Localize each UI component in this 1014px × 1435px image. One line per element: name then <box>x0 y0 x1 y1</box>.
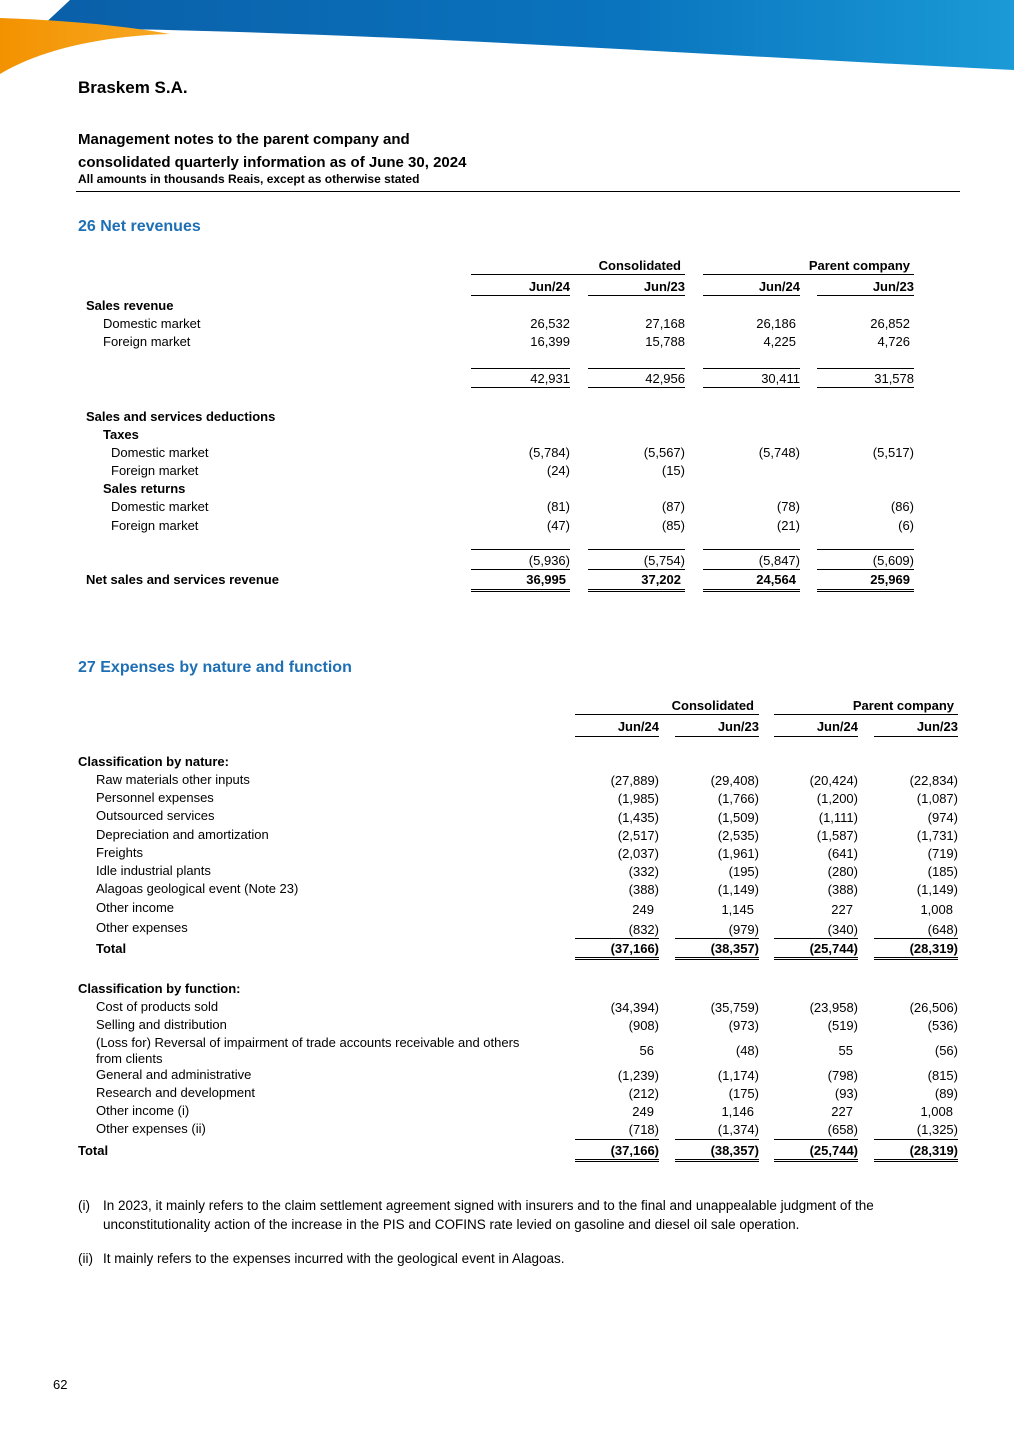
footnote-ii <box>78 1249 978 1269</box>
cell-value: (536) <box>927 1018 958 1033</box>
column-header: Jun/23 <box>717 719 759 734</box>
cell-value: (23,958) <box>809 1000 858 1015</box>
footnote-mark: (i) <box>78 1198 90 1213</box>
cell-value: 26,852 <box>870 316 910 331</box>
column-header: Jun/24 <box>758 279 800 294</box>
cell-value: (1,766) <box>717 791 759 806</box>
cell-value: (93) <box>834 1086 858 1101</box>
cell-value: (27,889) <box>610 773 659 788</box>
cell-value: (280) <box>827 864 858 879</box>
subtotal-rule <box>575 1139 659 1140</box>
cell-value: (89) <box>934 1086 958 1101</box>
cell-value: (212) <box>628 1086 659 1101</box>
cell-value: (1,174) <box>717 1068 759 1083</box>
cell-value: 56 <box>639 1043 654 1058</box>
cell-value: 249 <box>632 1104 654 1119</box>
cell-value: (641) <box>827 846 858 861</box>
row-label-continued: from clients <box>96 1051 163 1066</box>
cell-value: 227 <box>831 1104 853 1119</box>
cell-value: 227 <box>831 902 853 917</box>
cell-value: (185) <box>927 864 958 879</box>
total-double-rule <box>874 957 958 960</box>
header-rule <box>471 295 570 296</box>
cell-value: 1,008 <box>920 1104 953 1119</box>
subtotal-rule <box>575 938 659 939</box>
header-rule <box>76 191 960 192</box>
total-value: (37,166) <box>610 941 659 956</box>
cell-value: (648) <box>927 922 958 937</box>
subtotal-rule <box>817 387 914 388</box>
total-value: (25,744) <box>809 1143 858 1158</box>
cell-value: (1,985) <box>617 791 659 806</box>
subtotal-value: 42,956 <box>645 371 685 386</box>
cell-value: (24) <box>546 463 570 478</box>
total-value: (38,357) <box>710 941 759 956</box>
cell-value: (34,394) <box>610 1000 659 1015</box>
row-label: Other expenses <box>96 920 188 935</box>
total-double-rule <box>675 957 759 960</box>
document-subtitle: All amounts in thousands Reais, except as otherwise stated <box>78 172 420 186</box>
cell-value: (56) <box>934 1043 958 1058</box>
row-label: Depreciation and amortization <box>96 827 269 842</box>
cell-value: (388) <box>628 882 659 897</box>
cell-value: 16,399 <box>530 334 570 349</box>
total-value: (38,357) <box>710 1143 759 1158</box>
classification-nature-label: Classification by nature: <box>78 754 229 769</box>
cell-value: (48) <box>735 1043 759 1058</box>
cell-value: (1,961) <box>717 846 759 861</box>
subtotal-rule <box>675 938 759 939</box>
subtotal-rule <box>874 1139 958 1140</box>
cell-value: (81) <box>546 499 570 514</box>
column-header: Jun/23 <box>872 279 914 294</box>
cell-value: (5,748) <box>758 445 800 460</box>
total-double-rule <box>874 1159 958 1162</box>
row-label: Freights <box>96 845 143 860</box>
header-rule <box>575 736 659 737</box>
net-revenue-label: Net sales and services revenue <box>86 572 279 587</box>
total-double-rule <box>817 589 914 592</box>
cell-value: (519) <box>827 1018 858 1033</box>
total-double-rule <box>575 1159 659 1162</box>
net-revenue-value: 25,969 <box>870 572 910 587</box>
cell-value: (973) <box>728 1018 759 1033</box>
subtotal-rule <box>774 938 858 939</box>
subtotal-rule <box>471 387 570 388</box>
cell-value: (5,567) <box>643 445 685 460</box>
cell-value: (979) <box>728 922 759 937</box>
cell-value: (195) <box>728 864 759 879</box>
group-header-parent: Parent company <box>808 258 910 273</box>
cell-value: (21) <box>776 518 800 533</box>
row-label: Outsourced services <box>96 808 215 823</box>
subtotal-rule <box>703 549 800 550</box>
header-rule <box>675 736 759 737</box>
subtotal-value: (5,936) <box>528 553 570 568</box>
column-header: Jun/23 <box>643 279 685 294</box>
subtotal-rule <box>817 569 914 570</box>
footnote-text: It mainly refers to the expenses incurred with the geological event in Alagoas. <box>103 1251 565 1266</box>
row-label: Idle industrial plants <box>96 863 211 878</box>
subtotal-rule <box>588 549 685 550</box>
cell-value: 55 <box>838 1043 853 1058</box>
cell-value: (658) <box>827 1122 858 1137</box>
column-header: Jun/24 <box>816 719 858 734</box>
row-label: Sales returns <box>103 481 186 496</box>
row-label: Domestic market <box>103 316 201 331</box>
row-label: Other income (i) <box>96 1103 190 1118</box>
row-label: Selling and distribution <box>96 1017 227 1032</box>
column-header: Jun/24 <box>617 719 659 734</box>
subtotal-rule <box>588 387 685 388</box>
row-label: Alagoas geological event (Note 23) <box>96 881 299 896</box>
subtotal-value: 31,578 <box>874 371 914 386</box>
cell-value: (87) <box>661 499 685 514</box>
cell-value: (1,149) <box>717 882 759 897</box>
subtotal-value: (5,609) <box>872 553 914 568</box>
header-rule <box>874 736 958 737</box>
row-label: Taxes <box>103 427 139 442</box>
cell-value: 27,168 <box>645 316 685 331</box>
cell-value: (798) <box>827 1068 858 1083</box>
subtotal-value: 30,411 <box>761 371 800 386</box>
subtotal-rule <box>703 569 800 570</box>
group-rule <box>471 274 685 275</box>
net-revenue-value: 24,564 <box>756 572 796 587</box>
cell-value: (815) <box>927 1068 958 1083</box>
cell-value: (1,149) <box>916 882 958 897</box>
row-label: Foreign market <box>111 463 199 478</box>
row-label: Foreign market <box>103 334 191 349</box>
section-26-title: 26 Net revenues <box>78 218 201 235</box>
row-label: Raw materials other inputs <box>96 772 250 787</box>
document-title <box>78 128 466 174</box>
company-name: Braskem S.A. <box>78 78 188 97</box>
row-label: Domestic market <box>111 499 209 514</box>
total-value: (37,166) <box>610 1143 659 1158</box>
group-rule <box>774 714 958 715</box>
subtotal-value: (5,847) <box>758 553 800 568</box>
cell-value: (1,509) <box>717 810 759 825</box>
cell-value: (2,517) <box>617 828 659 843</box>
total-value: (28,319) <box>909 941 958 956</box>
group-header-consolidated: Consolidated <box>671 698 754 713</box>
group-header-consolidated: Consolidated <box>598 258 681 273</box>
row-label: Other expenses (ii) <box>96 1121 206 1136</box>
row-label: Sales and services deductions <box>86 409 276 424</box>
net-revenue-value: 36,995 <box>526 572 566 587</box>
page-number: 62 <box>53 1377 68 1392</box>
header-banner <box>0 0 1014 80</box>
document-title-line1: Management notes to the parent company and <box>78 131 410 148</box>
header-rule <box>588 295 685 296</box>
subtotal-rule <box>774 1139 858 1140</box>
total-value: (28,319) <box>909 1143 958 1158</box>
subtotal-rule <box>874 938 958 939</box>
cell-value: 1,145 <box>721 902 754 917</box>
subtotal-rule <box>471 569 570 570</box>
header-rule <box>817 295 914 296</box>
cell-value: 1,146 <box>721 1104 754 1119</box>
row-label: Other income <box>96 900 175 915</box>
cell-value: 26,186 <box>756 316 796 331</box>
classification-function-label: Classification by function: <box>78 981 241 996</box>
total-double-rule <box>588 589 685 592</box>
column-header: Jun/23 <box>916 719 958 734</box>
total-double-rule <box>703 589 800 592</box>
subtotal-rule <box>703 387 800 388</box>
cell-value: (1,200) <box>816 791 858 806</box>
group-rule <box>703 274 914 275</box>
total-double-rule <box>471 589 570 592</box>
cell-value: (388) <box>827 882 858 897</box>
section-27-title: 27 Expenses by nature and function <box>78 659 352 676</box>
cell-value: (29,408) <box>710 773 759 788</box>
cell-value: (2,535) <box>717 828 759 843</box>
cell-value: (1,587) <box>816 828 858 843</box>
row-label: Sales revenue <box>86 298 174 313</box>
row-label: Research and development <box>96 1085 255 1100</box>
cell-value: (2,037) <box>617 846 659 861</box>
cell-value: (1,731) <box>916 828 958 843</box>
subtotal-rule <box>817 368 914 369</box>
footnote-i <box>78 1196 978 1236</box>
subtotal-value: 42,931 <box>530 371 570 386</box>
row-label: General and administrative <box>96 1067 252 1082</box>
cell-value: 4,726 <box>877 334 910 349</box>
cell-value: (85) <box>661 518 685 533</box>
row-label: Foreign market <box>111 518 199 533</box>
total-double-rule <box>774 1159 858 1162</box>
header-rule <box>774 736 858 737</box>
cell-value: (1,087) <box>916 791 958 806</box>
cell-value: (22,834) <box>909 773 958 788</box>
subtotal-rule <box>675 1139 759 1140</box>
cell-value: (719) <box>927 846 958 861</box>
total-double-rule <box>675 1159 759 1162</box>
cell-value: (1,435) <box>617 810 659 825</box>
cell-value: (832) <box>628 922 659 937</box>
subtotal-rule <box>703 368 800 369</box>
cell-value: (1,111) <box>818 810 858 825</box>
header-rule <box>703 295 800 296</box>
subtotal-rule <box>471 549 570 550</box>
nature-total-label: Total <box>96 941 127 956</box>
footnote-text: In 2023, it mainly refers to the claim settlement agreement signed with insurers and to the final and unappealable judgment of the unconstitutionality action of the increase in the PIS and COFINS rate levied on gasoline and diesel oil sale operation. <box>103 1198 874 1232</box>
cell-value: (5,784) <box>528 445 570 460</box>
cell-value: (47) <box>546 518 570 533</box>
total-double-rule <box>774 957 858 960</box>
cell-value: (1,239) <box>617 1068 659 1083</box>
footnote-mark: (ii) <box>78 1251 93 1266</box>
cell-value: (35,759) <box>710 1000 759 1015</box>
cell-value: (6) <box>898 518 914 533</box>
cell-value: (340) <box>827 922 858 937</box>
total-double-rule <box>575 957 659 960</box>
subtotal-rule <box>588 368 685 369</box>
cell-value: (908) <box>628 1018 659 1033</box>
cell-value: (86) <box>890 499 914 514</box>
cell-value: (175) <box>728 1086 759 1101</box>
cell-value: (718) <box>628 1122 659 1137</box>
cell-value: (332) <box>628 864 659 879</box>
cell-value: (15) <box>661 463 685 478</box>
row-label: Domestic market <box>111 445 209 460</box>
subtotal-rule <box>817 549 914 550</box>
group-header-parent: Parent company <box>852 698 954 713</box>
row-label: (Loss for) Reversal of impairment of trade accounts receivable and others <box>96 1035 520 1050</box>
cell-value: (1,374) <box>717 1122 759 1137</box>
cell-value: 15,788 <box>645 334 685 349</box>
cell-value: 249 <box>632 902 654 917</box>
cell-value: 26,532 <box>530 316 570 331</box>
cell-value: 1,008 <box>920 902 953 917</box>
cell-value: (1,325) <box>916 1122 958 1137</box>
cell-value: (5,517) <box>872 445 914 460</box>
cell-value: (20,424) <box>809 773 858 788</box>
row-label: Cost of products sold <box>96 999 219 1014</box>
function-total-label: Total <box>78 1143 109 1158</box>
cell-value: (78) <box>776 499 800 514</box>
document-title-line2: consolidated quarterly information as of June 30, 2024 <box>78 154 467 171</box>
total-value: (25,744) <box>809 941 858 956</box>
subtotal-value: (5,754) <box>643 553 685 568</box>
row-label: Personnel expenses <box>96 790 214 805</box>
subtotal-rule <box>471 368 570 369</box>
cell-value: (974) <box>927 810 958 825</box>
subtotal-rule <box>588 569 685 570</box>
net-revenue-value: 37,202 <box>641 572 681 587</box>
cell-value: (26,506) <box>909 1000 958 1015</box>
cell-value: 4,225 <box>763 334 796 349</box>
column-header: Jun/24 <box>528 279 570 294</box>
group-rule <box>575 714 759 715</box>
